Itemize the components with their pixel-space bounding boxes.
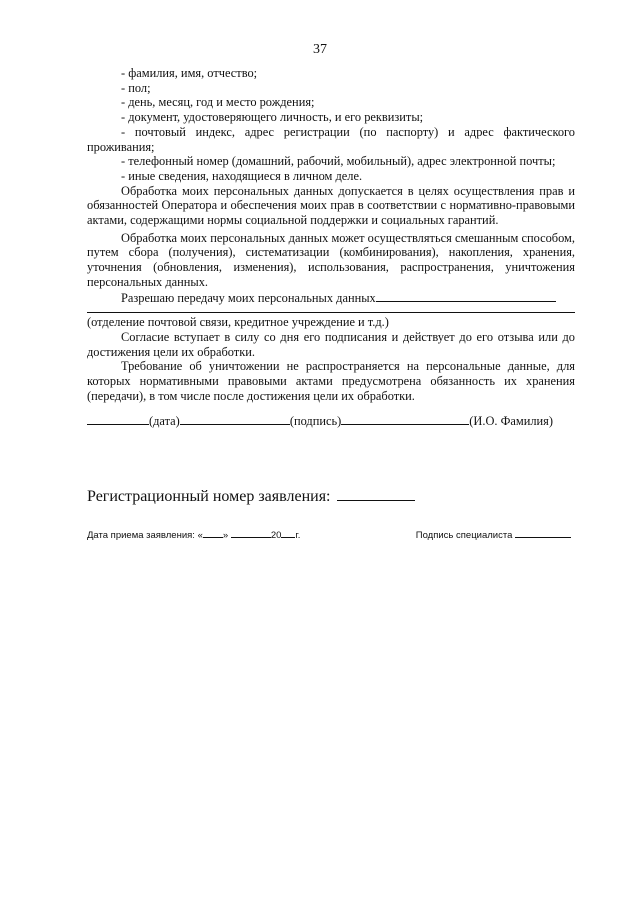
- date-label: (дата): [149, 414, 180, 428]
- transfer-recipient-line[interactable]: [87, 311, 575, 313]
- method-paragraph: Обработка моих персональных данных может осуществляться смешанным способом, путем сбора (получения), систематизации (комбинирования), накопления, хранения, уточнения (обновления, изменения), использования, распространения, уничтожения персональных данных.: [87, 230, 575, 289]
- footer-row: [87, 528, 571, 541]
- full-name-field[interactable]: [341, 412, 469, 425]
- specialist-signature-field[interactable]: [515, 528, 571, 538]
- transfer-permission: [87, 290, 575, 306]
- signature-row: [87, 412, 575, 429]
- registration-number: [87, 486, 415, 506]
- full-name-label: (И.О. Фамилия): [469, 414, 553, 428]
- list-item: - почтовый индекс, адрес регистрации (по паспорту) и адрес фактического проживания;: [87, 124, 575, 154]
- year-suffix: г.: [295, 530, 301, 541]
- list-item: - телефонный номер (домашний, рабочий, мобильный), адрес электронной почты;: [121, 154, 556, 169]
- consent-paragraph: Согласие вступает в силу со дня его подписания и действует до его отзыва или до достижения цели их обработки.: [87, 329, 575, 359]
- signature-field[interactable]: [180, 412, 290, 425]
- receipt-year-field[interactable]: [281, 528, 295, 538]
- date-field[interactable]: [87, 412, 149, 425]
- page-number: 37: [313, 42, 327, 57]
- transfer-label: Разрешаю передачу моих персональных данных: [121, 290, 376, 305]
- receipt-date: [87, 528, 300, 541]
- destruction-paragraph: Требование об уничтожении не распространяется на персональные данные, для которых нормативными правовыми актами предусмотрена обязанность их хранения (передачи), в том числе после достижения цели их обработки.: [87, 359, 575, 403]
- transfer-note: (отделение почтовой связи, кредитное учреждение и т.д.): [87, 315, 389, 330]
- specialist-signature: [416, 528, 571, 541]
- transfer-recipient-field[interactable]: [376, 290, 556, 302]
- quote-close: »: [222, 530, 229, 541]
- list-item: - день, месяц, год и место рождения;: [121, 95, 315, 110]
- year-prefix: 20: [270, 530, 282, 541]
- list-item: - документ, удостоверяющего личность, и его реквизиты;: [121, 110, 424, 125]
- list-item: - фамилия, имя, отчество;: [121, 66, 258, 80]
- list-item: - пол;: [121, 80, 151, 95]
- registration-number-field[interactable]: [337, 486, 415, 501]
- specialist-label: Подпись специалиста: [415, 530, 513, 541]
- signature-label: (подпись): [289, 414, 342, 428]
- receipt-day-field[interactable]: [203, 528, 223, 538]
- document-body: [87, 66, 575, 403]
- quote-open: «: [197, 530, 203, 541]
- purpose-paragraph: Обработка моих персональных данных допускается в целях осуществления прав и обязанностей Оператора и обеспечения моих прав в соответствии с нормативно-правовыми актами, содержащими нормы социальной поддержки и социальных гарантий.: [87, 183, 575, 228]
- list-item: - иные сведения, находящиеся в личном деле.: [121, 168, 363, 183]
- registration-number-label: Регистрационный номер заявления:: [87, 488, 331, 505]
- receipt-month-field[interactable]: [231, 528, 271, 538]
- receipt-date-label: Дата приема заявления:: [87, 530, 195, 541]
